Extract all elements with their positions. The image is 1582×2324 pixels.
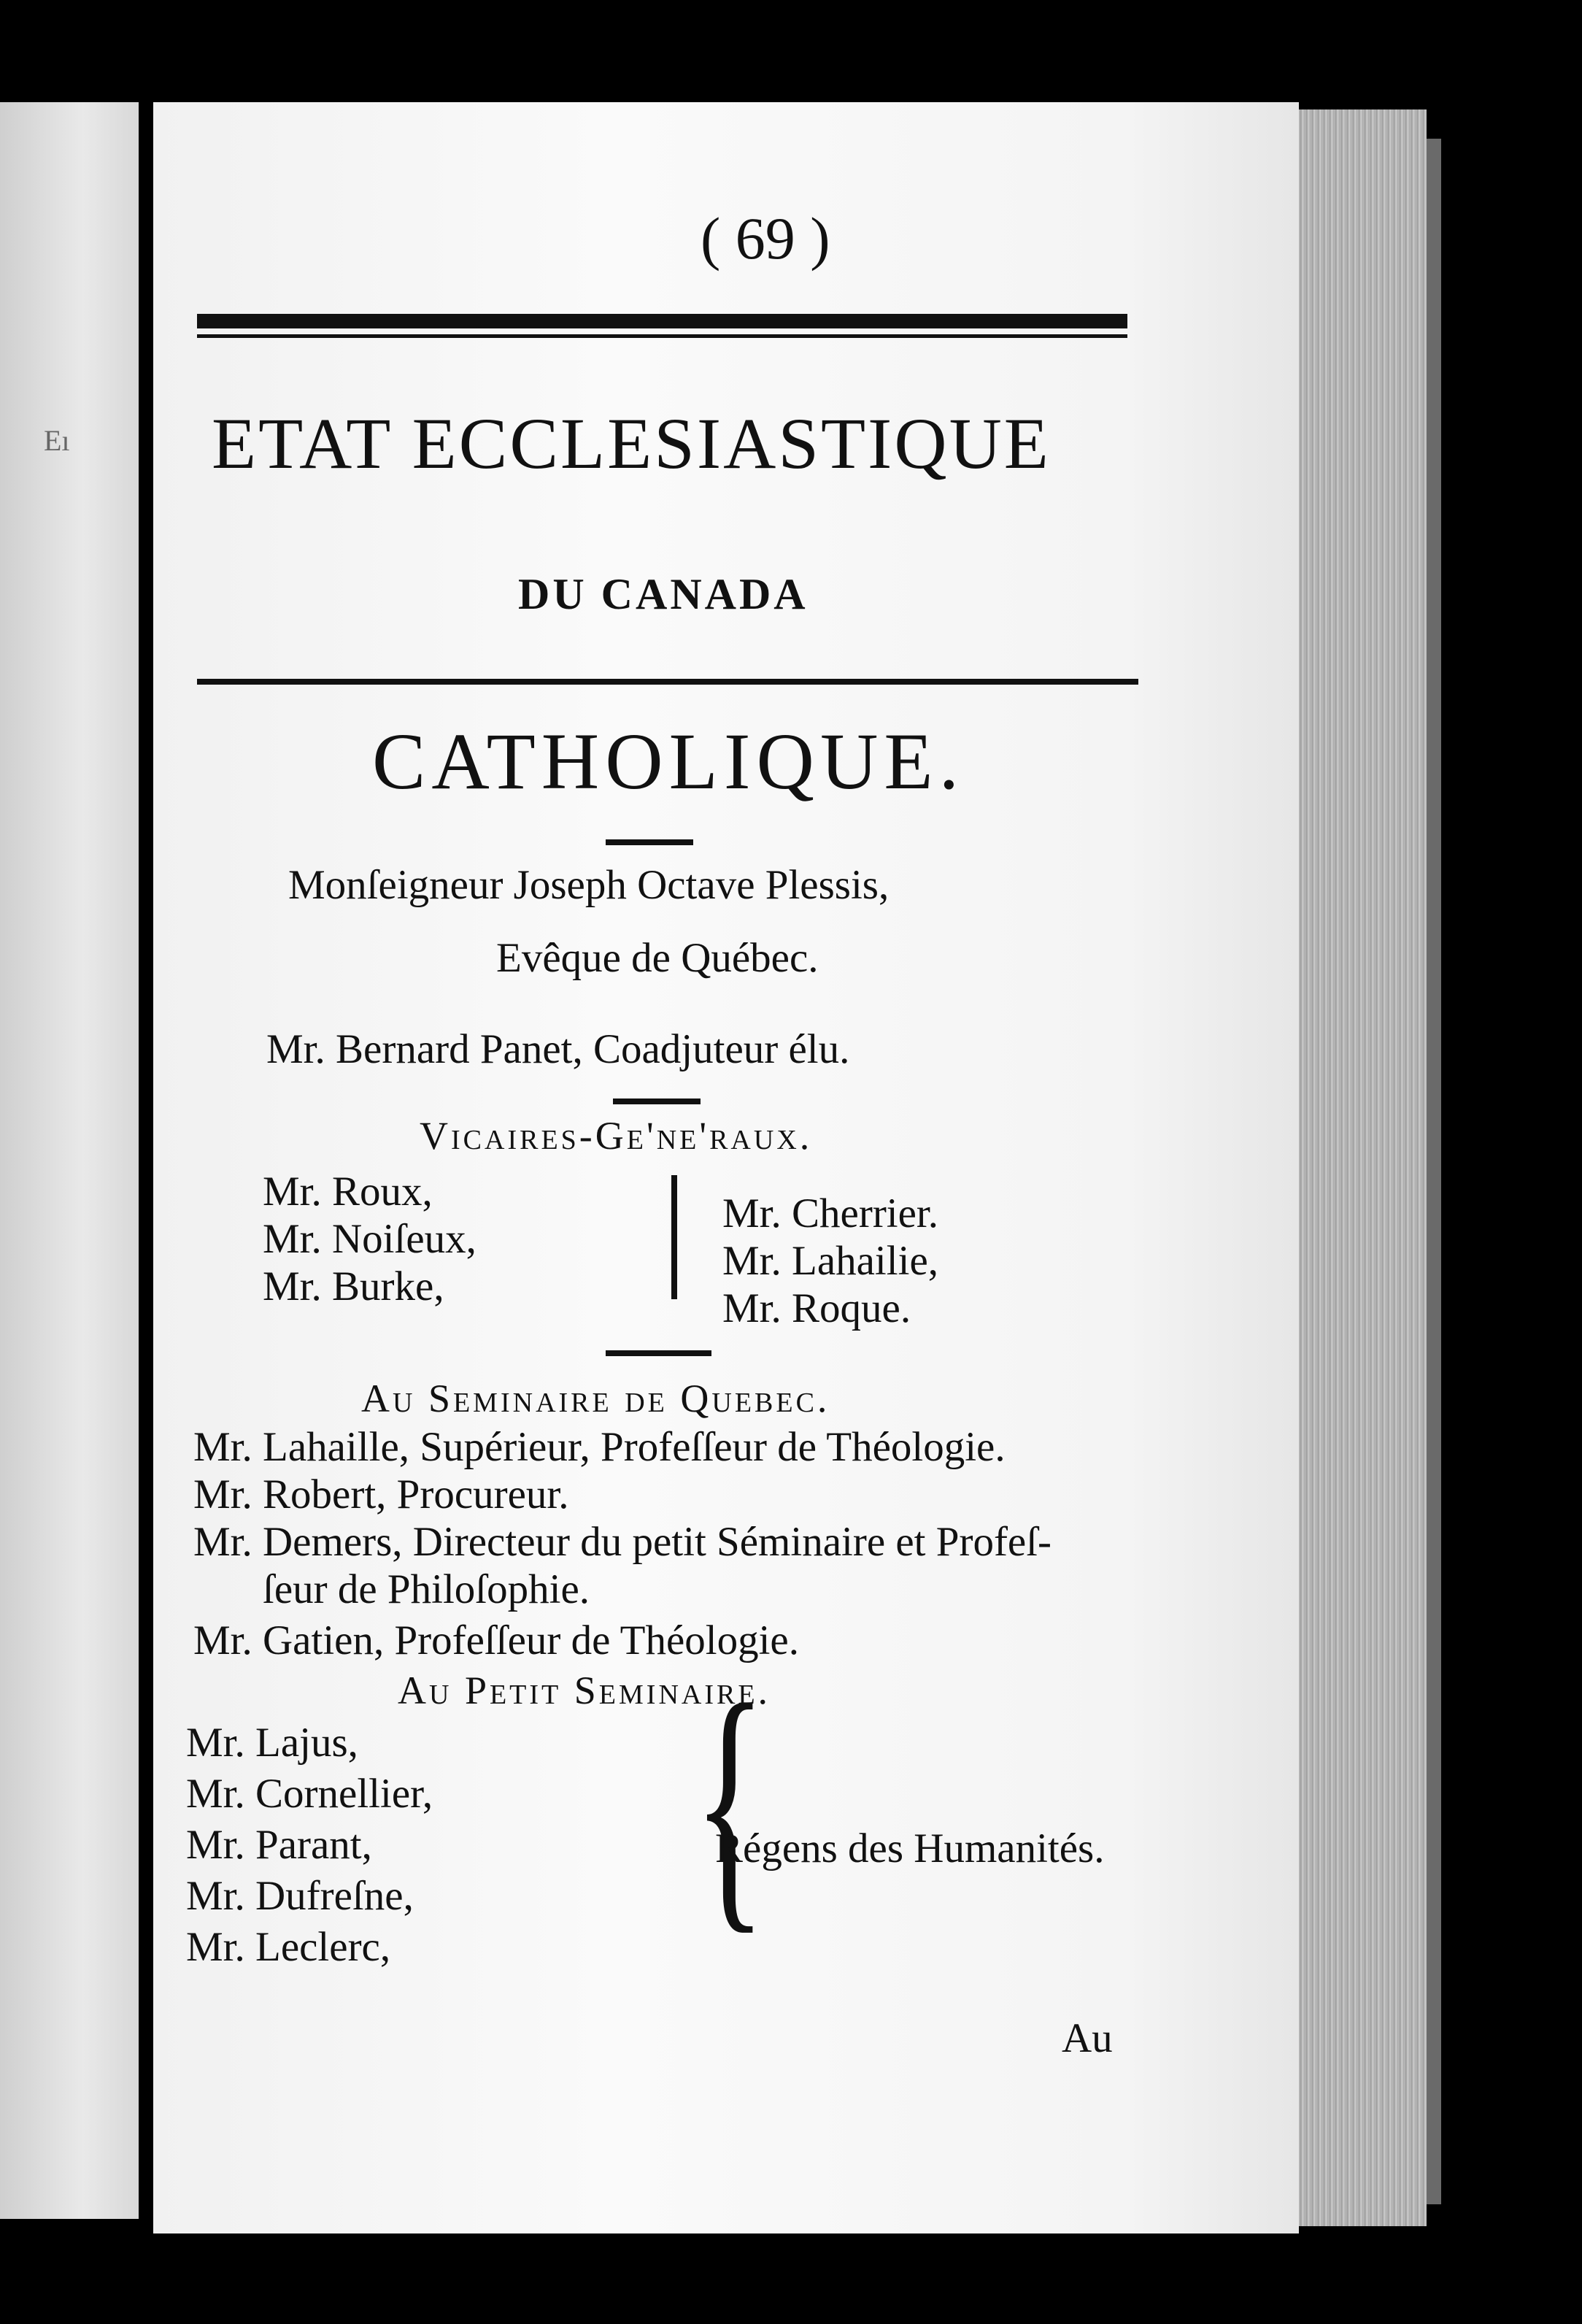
coadjutor-line: Mr. Bernard Panet, Coadjuteur élu.: [266, 1026, 850, 1072]
regents-role: Régens des Humanités.: [715, 1825, 1105, 1871]
regent-3: Mr. Parant,: [186, 1822, 372, 1868]
vicaire-right-3: Mr. Roque.: [722, 1285, 911, 1331]
page-subtitle: DU CANADA: [518, 570, 809, 618]
curly-brace: {: [693, 1649, 767, 1956]
short-rule: [613, 1098, 701, 1104]
section-rule: [197, 679, 1138, 685]
vicaire-left-3: Mr. Burke,: [263, 1263, 444, 1309]
seminaire-line-1: Mr. Lahaille, Supérieur, Profeſſeur de Théologie.: [193, 1424, 1006, 1470]
regent-2: Mr. Cornellier,: [186, 1771, 433, 1817]
bishop-line-2: Evêque de Québec.: [496, 935, 819, 981]
seminaire-line-2: Mr. Robert, Procureur.: [193, 1471, 569, 1517]
header-rule-thin: [197, 334, 1127, 338]
seminaire-line-4: ſeur de Philoſophie.: [263, 1566, 590, 1612]
vicaires-heading: Vicaires-Ge'ne'raux.: [420, 1114, 813, 1158]
petit-seminaire-heading: Au Petit Seminaire.: [398, 1669, 771, 1712]
vicaire-right-1: Mr. Cherrier.: [722, 1190, 939, 1236]
vicaire-left-1: Mr. Roux,: [263, 1169, 433, 1215]
seminaire-line-5: Mr. Gatien, Profeſſeur de Théologie.: [193, 1617, 799, 1663]
page-number: ( 69 ): [701, 205, 830, 272]
regent-4: Mr. Dufreſne,: [186, 1873, 414, 1919]
page-title: ETAT ECCLESIASTIQUE: [212, 403, 1051, 484]
page-block-edge: [1299, 109, 1427, 2226]
bishop-line-1: Monſeigneur Joseph Octave Plessis,: [288, 862, 890, 908]
section-heading: CATHOLIQUE.: [372, 717, 965, 806]
regent-5: Mr. Leclerc,: [186, 1924, 391, 1970]
book-gutter: [139, 88, 153, 2248]
facing-page-edge: [0, 102, 139, 2219]
vicaire-left-2: Mr. Noiſeux,: [263, 1216, 476, 1262]
header-rule-thick: [197, 314, 1127, 328]
seminaire-line-3: Mr. Demers, Directeur du petit Séminaire et Profeſ-: [193, 1519, 1052, 1565]
regent-1: Mr. Lajus,: [186, 1720, 358, 1766]
book-cover-edge: [1427, 139, 1441, 2204]
column-divider: [671, 1175, 677, 1299]
short-rule: [606, 1350, 711, 1356]
seminaire-heading: Au Seminaire de Quebec.: [361, 1377, 830, 1420]
facing-page-fragment: Eı: [44, 424, 70, 457]
book-page: [153, 102, 1299, 2233]
vicaire-right-2: Mr. Lahailie,: [722, 1238, 938, 1284]
catchword: Au: [1062, 2015, 1113, 2061]
short-rule: [606, 839, 693, 845]
